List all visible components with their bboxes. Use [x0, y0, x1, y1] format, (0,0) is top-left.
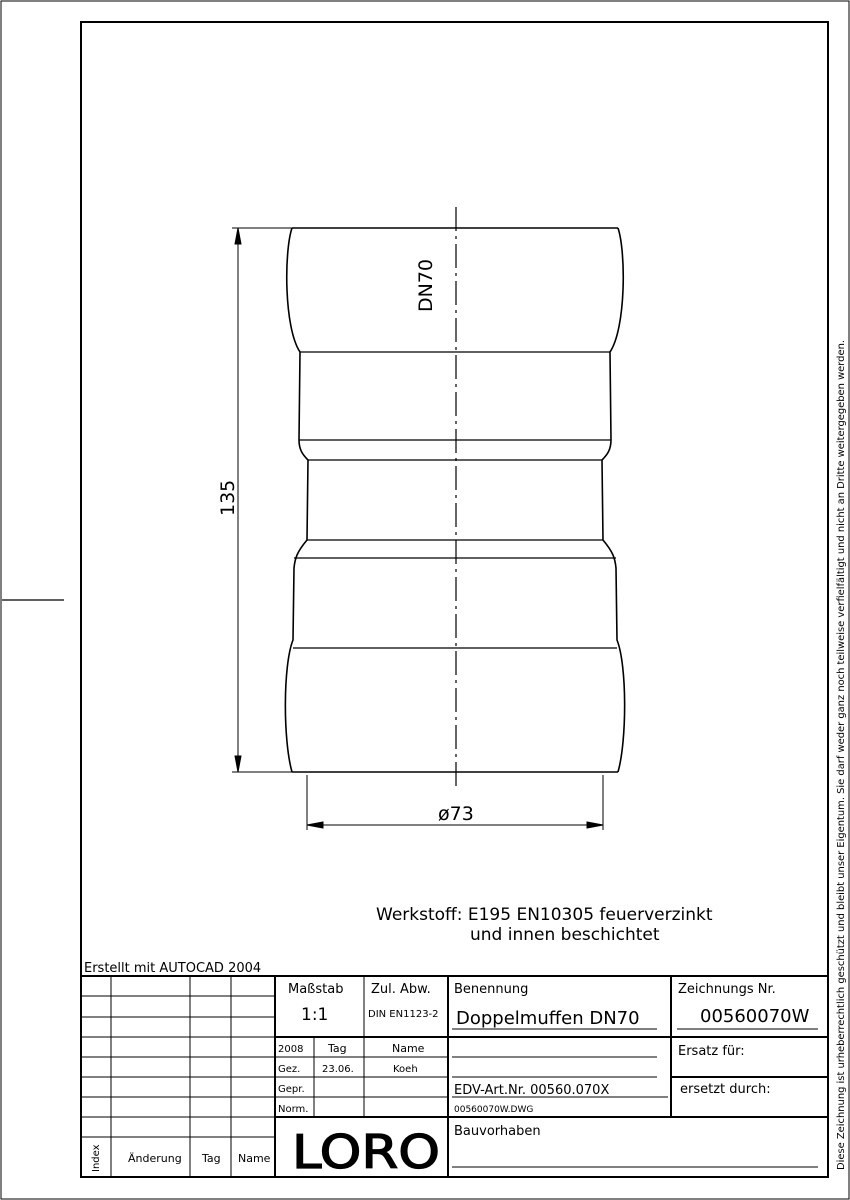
zul-abw-value: DIN EN1123-2 — [368, 1009, 439, 1020]
loro-logo — [292, 1125, 440, 1179]
arrowhead — [235, 756, 241, 772]
benennung-value: Doppelmuffen DN70 — [456, 1008, 640, 1029]
ersetzt-durch-label: ersetzt durch: — [680, 1082, 771, 1097]
massstab-value: 1:1 — [301, 1005, 329, 1025]
rev-index-label: Index — [91, 1144, 102, 1172]
gez-name: Koeh — [393, 1064, 418, 1075]
loro-logo-text: LORO — [292, 1125, 440, 1179]
arrowhead — [307, 822, 323, 828]
rev-aenderung-label: Änderung — [128, 1152, 182, 1165]
arrowhead — [587, 822, 603, 828]
diameter-dimension-value: ø73 — [438, 803, 474, 825]
zeichnungs-nr-value: 00560070W — [700, 1006, 810, 1027]
height-dimension-value: 135 — [217, 479, 239, 516]
copyright-note: Diese Zeichnung ist urheberrechtlich geschützt und bleibt unser Eigentum. Sie darf weder ganz noch teilweise verfielfältigt und nicht an Dritte weitergegeben werden. — [836, 332, 847, 1170]
height-dimension — [232, 228, 292, 772]
part-outline-right — [602, 228, 625, 772]
double-socket-part — [285, 228, 624, 772]
zul-abw-label: Zul. Abw. — [371, 982, 431, 997]
year: 2008 — [278, 1044, 304, 1055]
material-line-1: Werkstoff: E195 EN10305 feuerverzinkt — [376, 905, 713, 925]
rev-tag-label: Tag — [202, 1152, 221, 1165]
arrowhead — [235, 228, 241, 244]
dn-label: DN70 — [415, 258, 437, 312]
part-outline-left — [285, 228, 308, 772]
benennung-label: Benennung — [454, 982, 529, 997]
edv-art-nr: EDV-Art.Nr. 00560.070X — [454, 1083, 610, 1098]
gez-label: Gez. — [278, 1064, 301, 1075]
name-header: Name — [392, 1042, 425, 1055]
drawing-frame — [81, 22, 828, 1177]
rev-name-label: Name — [238, 1152, 271, 1165]
material-line-2: und innen beschichtet — [470, 925, 660, 945]
created-with-note: Erstellt mit AUTOCAD 2004 — [84, 961, 262, 976]
tag-header: Tag — [328, 1042, 347, 1055]
gepr-label: Gepr. — [278, 1084, 305, 1095]
ersatz-fuer-label: Ersatz für: — [678, 1044, 745, 1059]
dwg-file: 00560070W.DWG — [454, 1105, 534, 1115]
norm-label: Norm. — [278, 1104, 309, 1115]
massstab-label: Maßstab — [288, 982, 344, 997]
bauvorhaben-label: Bauvorhaben — [454, 1124, 541, 1139]
zeichnungs-nr-label: Zeichnungs Nr. — [678, 982, 776, 997]
gez-date: 23.06. — [322, 1064, 354, 1075]
